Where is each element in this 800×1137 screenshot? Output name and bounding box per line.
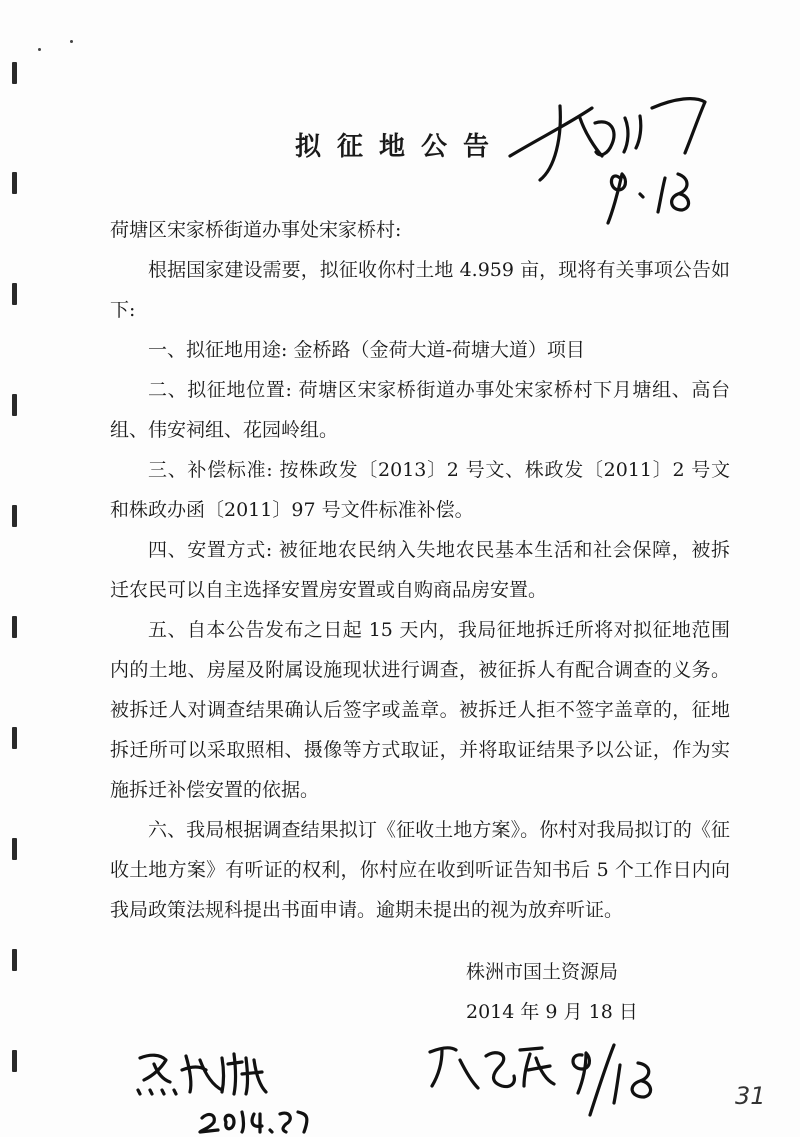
binder-mark xyxy=(12,1050,17,1072)
binder-mark xyxy=(12,727,17,749)
binder-mark xyxy=(12,616,17,638)
binder-mark xyxy=(12,838,17,860)
binder-mark xyxy=(12,394,17,416)
scan-speck xyxy=(70,40,73,43)
handwritten-signature-left xyxy=(130,1040,330,1135)
body-paragraph: 三、补偿标准: 按株政发〔2013〕2 号文、株政发〔2011〕2 号文和株政办函〔2011〕97 号文件标准补偿。 xyxy=(110,459,730,521)
body-paragraph: 六、我局根据调查结果拟订《征收土地方案》。你村对我局拟订的《征收土地方案》有听证的权利，你村应在收到听证告知书后 5 个工作日内向我局政策法规科提出书面申请。逾期未提出的视为放弃听证。 xyxy=(110,819,730,921)
body-paragraph: 五、自本公告发布之日起 15 天内，我局征地拆迁所将对拟征地范围内的土地、房屋及附属设施现状进行调查，被征拆人有配合调查的义务。被拆迁人对调查结果确认后签字或盖章。被拆迁人拒不签字盖章的，征地拆迁所可以采取照相、摄像等方式取证，并将取证结果予以公证，作为实施拆迁补偿安置的依据。 xyxy=(110,619,730,801)
binder-mark xyxy=(12,62,17,84)
page-title: 拟征地公告 xyxy=(294,132,505,162)
handwritten-signature-top xyxy=(500,78,720,228)
issue-date: 2014 年 9 月 18 日 xyxy=(466,1001,638,1023)
body-paragraph: 二、拟征地位置: 荷塘区宋家桥街道办事处宋家桥村下月塘组、高台组、伟安祠组、花园岭组。 xyxy=(110,379,730,441)
scan-speck xyxy=(38,48,41,51)
body-paragraph: 四、安置方式: 被征地农民纳入失地农民基本生活和社会保障，被拆迁农民可以自主选择安置房安置或自购商品房安置。 xyxy=(110,539,730,601)
handwritten-initials-middle xyxy=(420,1030,580,1100)
binder-mark xyxy=(12,283,17,305)
addressee-line: 荷塘区宋家桥街道办事处宋家桥村: xyxy=(110,219,402,241)
body-paragraph: 根据国家建设需要，拟征收你村土地 4.959 亩，现将有关事项公告如下: xyxy=(110,259,730,321)
binder-mark xyxy=(12,505,17,527)
issuing-authority: 株洲市国土资源局 xyxy=(466,961,619,983)
handwritten-date-right xyxy=(560,1035,670,1125)
body-paragraph: 一、拟征地用途: 金桥路（金荷大道-荷塘大道）项目 xyxy=(148,339,585,361)
page-number: 31 xyxy=(735,1082,766,1110)
binder-mark xyxy=(12,172,17,194)
notice-body xyxy=(110,250,730,930)
binder-mark xyxy=(12,949,17,971)
